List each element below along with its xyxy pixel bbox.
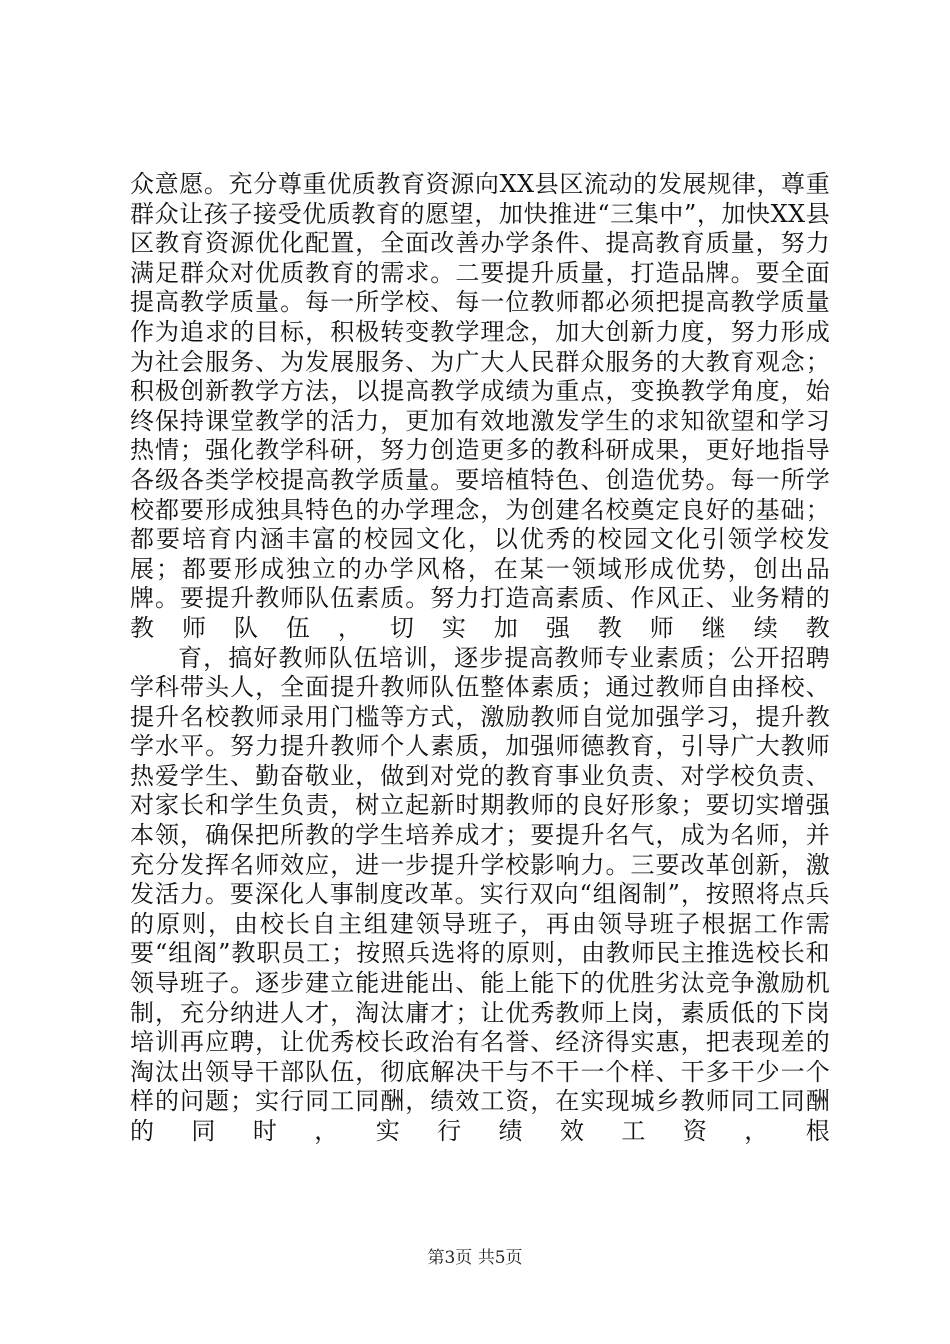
paragraph-2: 育，搞好教师队伍培训，逐步提高教师专业素质；公开招聘学科带头人，全面提升教师队伍整体素质；通过教师自由择校、提升名校教师录用门槛等方式，激励教师自觉加强学习，提升教学水平。努力提升教师个人素质，加强师德教育，引导广大教师热爱学生、勤奋敬业，做到对党的教育事业负责、对学校负责、对家长和学生负责，树立起新时期教师的良好形象；要切实增强本领，确保把所教的学生培养成才；要提升名气，成为名师，并充分发挥名师效应，进一步提升学校影响力。三要改革创新，激发活力。要深化人事制度改革。实行双向“组阁制”，按照将点兵的原则，由校长自主组建领导班子，再由领导班子根据工作需要“组阁”教职员工；按照兵选将的原则，由教师民主推选校长和领导班子。逐步建立能进能出、能上能下的优胜劣汰竞争激励机制，充分纳进人才，淘汰庸才；让优秀教师上岗，素质低的下岗培训再应聘，让优秀校长政治有名誉、经济得实惠，把表现差的淘汰出领导干部队伍，彻底解决干与不干一个样、干多干少一个样的问题；实行同工同酬，绩效工资，在实现城乡教师同工同酬的同时，实行绩效工资，根 [130, 643, 830, 1145]
body-text [130, 170, 830, 1147]
page-footer: 第3页 共5页 [427, 1248, 523, 1268]
paragraph-1: 众意愿。充分尊重优质教育资源向XX县区流动的发展规律，尊重群众让孩子接受优质教育的愿望，加快推进“三集中”，加快XX县区教育资源优化配置，全面改善办学条件、提高教育质量，努力满足群众对优质教育的需求。二要提升质量，打造品牌。要全面提高教学质量。每一所学校、每一位教师都必须把提高教学质量作为追求的目标，积极转变教学理念，加大创新力度，努力形成为社会服务、为发展服务、为广大人民群众服务的大教育观念；积极创新教学方法，以提高教学成绩为重点，变换教学角度，始终保持课堂教学的活力，更加有效地激发学生的求知欲望和学习热情；强化教学科研，努力创造更多的教科研成果，更好地指导各级各类学校提高教学质量。要培植特色、创造优势。每一所学校都要形成独具特色的办学理念，为创建名校奠定良好的基础；都要培育内涵丰富的校园文化，以优秀的校园文化引领学校发展；都要形成独立的办学风格，在某一领域形成优势，创出品牌。要提升教师队伍素质。努力打造高素质、作风正、业务精的教师队伍，切实加强教师继续教 [130, 170, 830, 642]
